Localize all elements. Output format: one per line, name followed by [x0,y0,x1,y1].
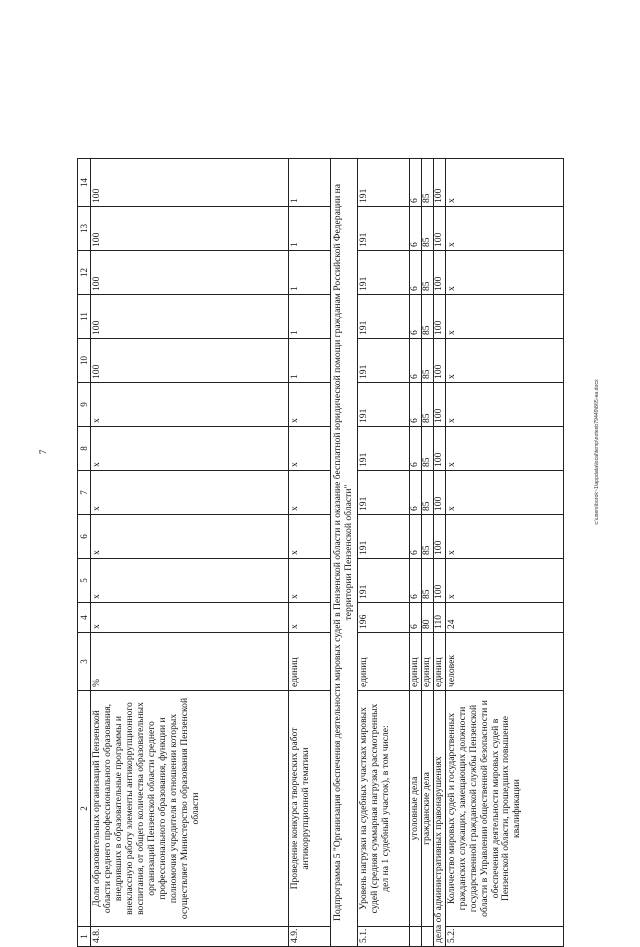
value-cell: 191 [358,427,410,471]
indicator-name: Доля образовательных организаций Пензенской области среднего профессионального образования, внедривших в образовательные программы и внеклассную работу элементы антикоррупционного воспитания, от общего количества образовательных организаций Пензенской области среднего профессионального образования, функции и полномочия учредителя в отношении которых осуществляет Министерство образования Пензенской области [91,691,289,927]
value-cell: 6 [410,559,422,603]
value-cell: x [91,427,289,471]
col-header: 10 [78,339,91,383]
value-cell: 85 [422,383,434,427]
value-cell: 100 [433,515,445,559]
value-cell: x [445,515,563,559]
table-row-civil-cases [422,159,434,947]
indicators-table [77,158,564,947]
value-cell: x [445,159,563,207]
col-header: 3 [78,633,91,691]
col-header: 9 [78,383,91,427]
col-header: 7 [78,471,91,515]
table-row-4-9 [289,159,331,947]
col-header: 14 [78,159,91,207]
value-cell: x [91,559,289,603]
table-row-criminal-cases [410,159,422,947]
indicator-name: Проведение конкурса творческих работ антикоррупционной тематики [289,691,331,927]
indicator-name: Уровень нагрузки на судебных участках мировых судей (средняя суммарная нагрузка рассмотренных дел на 1 судебный участок), в том числе: [358,691,410,927]
table-row-5-2 [445,159,563,947]
value-cell: 6 [410,427,422,471]
value-cell: 191 [358,295,410,339]
value-cell: 85 [422,159,434,207]
value-cell: 196 [358,603,410,633]
value-cell: 100 [433,471,445,515]
value-cell: 85 [422,515,434,559]
row-number: 4.9. [289,927,331,947]
rotated-table-sheet [77,159,559,947]
value-cell: 6 [410,295,422,339]
indicator-name: Количество мировых судей и государственных гражданских служащих, замещающих должности государственной гражданской службы Пензенской области в Управлении общественной безопасности и обеспечения деятельности мировых судей в Пензенской области, прошедших повышение квалификации [445,691,563,927]
col-header: 2 [78,691,91,927]
table-row-5-1 [358,159,410,947]
value-cell: 6 [410,251,422,295]
value-cell: 85 [422,207,434,251]
value-cell: 100 [433,207,445,251]
value-cell: x [289,603,331,633]
subprogram-title: Подпрограмма 5 "Организация обеспечения деятельности мировых судей в Пензенской области и оказание бесплатной юридической помощи гражданам Российской Федерации на территории Пензенской области" [331,159,358,947]
col-header: 1 [78,927,91,947]
row-number: 5.2. [445,927,563,947]
value-cell: 85 [422,339,434,383]
unit-cell: единиц [358,633,410,691]
value-cell: 100 [91,295,289,339]
col-header: 13 [78,207,91,251]
value-cell: 100 [91,159,289,207]
indicator-name: гражданские дела [422,691,434,927]
value-cell: 6 [410,339,422,383]
row-number [410,927,422,947]
value-cell: x [445,471,563,515]
value-cell: x [445,339,563,383]
value-cell: 6 [410,471,422,515]
value-cell: x [289,559,331,603]
value-cell: 1 [289,159,331,207]
value-cell: 191 [358,515,410,559]
value-cell: 100 [433,383,445,427]
value-cell: 1 [289,295,331,339]
value-cell: x [445,383,563,427]
col-header: 4 [78,603,91,633]
subprogram-5-header [331,159,358,947]
value-cell: 80 [422,603,434,633]
unit-cell: единиц [289,633,331,691]
unit-cell: единиц [433,633,445,691]
value-cell: 100 [91,207,289,251]
value-cell: 100 [91,251,289,295]
value-cell: x [289,383,331,427]
value-cell: 6 [410,207,422,251]
value-cell: 100 [91,339,289,383]
unit-cell: % [91,633,289,691]
column-numbers-row [78,159,91,947]
value-cell: 85 [422,471,434,515]
page-number: 7 [38,449,48,455]
value-cell: x [91,471,289,515]
col-header: 11 [78,295,91,339]
unit-cell: единиц [422,633,434,691]
value-cell: 100 [433,159,445,207]
value-cell: 100 [433,295,445,339]
value-cell: 100 [433,427,445,471]
indicator-name: дела об административных правонарушениях [433,691,445,947]
value-cell: 85 [422,295,434,339]
value-cell: x [91,383,289,427]
value-cell: 191 [358,471,410,515]
value-cell: x [445,559,563,603]
value-cell: 1 [289,339,331,383]
table-row-4-8 [91,159,289,947]
value-cell: 100 [433,251,445,295]
value-cell: 191 [358,207,410,251]
col-header: 5 [78,559,91,603]
value-cell: x [445,251,563,295]
value-cell: x [445,207,563,251]
value-cell: 110 [433,603,445,633]
unit-cell: человек [445,633,563,691]
value-cell: 191 [358,339,410,383]
row-number: 5.1. [358,927,410,947]
row-number: 4.8. [91,927,289,947]
value-cell: 6 [410,383,422,427]
value-cell: 100 [433,559,445,603]
value-cell: 85 [422,427,434,471]
file-path-footer: c:\users\borok~1\appdata\local\temp\notesb79449\865-на.docx [594,379,600,525]
value-cell: 1 [289,251,331,295]
col-header: 12 [78,251,91,295]
value-cell: 191 [358,251,410,295]
value-cell: 6 [410,515,422,559]
value-cell: x [91,603,289,633]
value-cell: x [289,515,331,559]
value-cell: x [289,471,331,515]
value-cell: 24 [445,603,563,633]
value-cell: x [445,295,563,339]
value-cell: 191 [358,383,410,427]
value-cell: x [289,427,331,471]
value-cell: 85 [422,251,434,295]
col-header: 8 [78,427,91,471]
value-cell: 191 [358,159,410,207]
value-cell: x [91,515,289,559]
value-cell: 1 [289,207,331,251]
col-header: 6 [78,515,91,559]
value-cell: 6 [410,603,422,633]
table-row-administrative-cases [433,159,445,947]
value-cell: x [445,427,563,471]
value-cell: 191 [358,559,410,603]
value-cell: 6 [410,159,422,207]
unit-cell: единиц [410,633,422,691]
value-cell: 85 [422,559,434,603]
value-cell: 100 [433,339,445,383]
indicator-name: уголовные дела [410,691,422,927]
row-number [422,927,434,947]
